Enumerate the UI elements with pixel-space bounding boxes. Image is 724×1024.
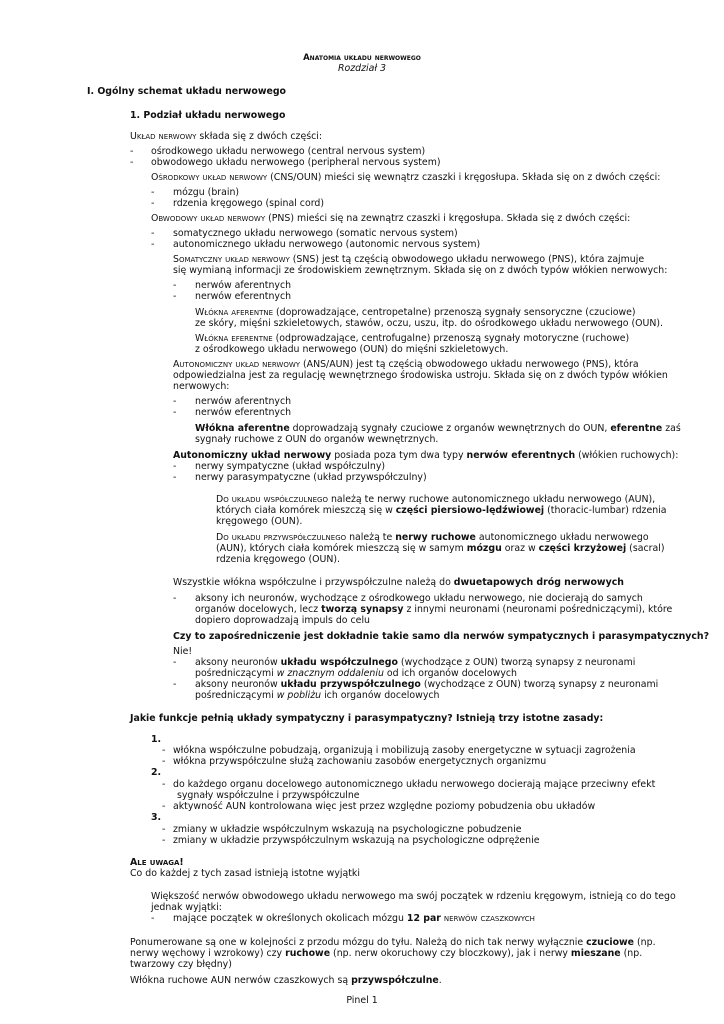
sns-paragraph: [173, 254, 644, 265]
answer-text: Nie!: [173, 646, 193, 657]
cranial-paragraph: [130, 937, 656, 948]
text: (thoracic-lumbar) rdzenia: [544, 505, 667, 516]
text: (np.: [620, 948, 643, 959]
note-text: Co do każdej z tych zasad istnieją istotne wyjątki: [130, 868, 360, 879]
majority-paragraph-line: jednak wyjątki:: [151, 902, 222, 913]
ans-paragraph-line: odpowiedzialna jest za regulację wewnętrznego środowiska ustroju. Składa się on z dwóch typów włókien: [173, 370, 668, 381]
list-item: rdzenia kręgowego (spinal cord): [173, 198, 324, 209]
list-item-line: [195, 668, 517, 679]
list-item: zmiany w układzie przywspółczulnym wskazują na psychologiczne odprężenie: [173, 835, 540, 846]
afferent-paragraph: [195, 307, 636, 318]
efferent-paragraph-line: z ośrodkowego układu nerwowego (OUN) do mięśni szkieletowych.: [195, 344, 509, 355]
bullet-dash: -: [162, 779, 166, 790]
page-footer: Pinel 1: [346, 995, 378, 1006]
list-item: nerwy parasympatyczne (układ przywspółczulny): [195, 472, 427, 483]
list-item-line: sygnały współczulne i przywspółczulne: [177, 790, 360, 801]
bold-text: 12 par: [406, 913, 441, 924]
cranial-paragraph-line: [130, 948, 642, 959]
bullet-dash: -: [173, 593, 177, 604]
list-item: obwodowego układu nerwowego (peripheral nervous system): [151, 157, 441, 168]
sympathetic-paragraph-line: kręgowego (OUN).: [216, 516, 303, 527]
afferent-paragraph-line: ze skóry, mięśni szkieletowych, stawów, oczu, uszu, itp. do ośrodkowego układu nerwowego (OUN).: [195, 318, 664, 329]
principle-number: 3.: [151, 812, 162, 823]
sympathetic-paragraph: [216, 494, 655, 505]
parasympathetic-paragraph-line: [216, 543, 665, 554]
question-heading: Jakie funkcje pełnią układy sympatyczny i parasympatyczny? Istnieją trzy istotne zasady:: [130, 713, 604, 724]
term: Do układu przywspółczulnego: [216, 532, 347, 543]
bullet-dash: -: [151, 187, 155, 198]
list-item: somatycznego układu nerwowego (somatic nervous system): [173, 228, 458, 239]
bullet-dash: -: [173, 472, 177, 483]
note-title: Ale uwaga!: [130, 857, 184, 868]
bullet-dash: -: [151, 913, 155, 924]
text: .: [438, 975, 442, 986]
bullet-dash: -: [173, 679, 177, 690]
bold-text: ruchowe: [285, 948, 331, 959]
ans-paragraph-line: nerwowych:: [173, 381, 230, 392]
text: (PNS) mieści się na zewnątrz czaszki i kręgosłupa. Składa się z dwóch części:: [265, 213, 631, 224]
text: (wychodzące z OUN) tworzą synapsy z neuronami: [397, 657, 636, 668]
bold-text: eferentne: [610, 423, 663, 434]
bold-text: Autonomiczny układ nerwowy: [173, 450, 332, 461]
ans-paragraph: [173, 359, 639, 370]
list-item: włókna współczulne pobudzają, organizują i mobilizują zasoby energetyczne w sytuacji zagrożenia: [173, 745, 636, 756]
term: Do układu współczulnego: [216, 494, 328, 505]
text: aksony neuronów: [195, 679, 281, 690]
parasympathetic-paragraph: [216, 532, 649, 543]
bold-text: nerwów eferentnych: [466, 450, 576, 461]
text: zaś: [662, 423, 681, 434]
bullet-dash: -: [162, 745, 166, 756]
bullet-dash: -: [162, 801, 166, 812]
text: których ciała komórek mieszczą się w: [216, 505, 396, 516]
principle-number: 2.: [151, 767, 162, 778]
text: Włókna ruchowe AUN nerwów czaszkowych są: [130, 975, 352, 986]
text: należą te: [346, 532, 396, 543]
bold-text: Włókna aferentne: [195, 423, 290, 434]
term: Somatyczny układ nerwowy: [173, 254, 290, 265]
two-stage-paragraph: [173, 577, 624, 588]
list-item: [195, 679, 658, 690]
text: aksony neuronów: [195, 657, 281, 668]
bold-text: dwuetapowych dróg nerwowych: [453, 577, 624, 588]
text: (odprowadzające, centrofugalne) przenoszą sygnały motoryczne (ruchowe): [272, 333, 630, 344]
term: Autonomiczny układ nerwowy: [173, 359, 301, 370]
bold-text: przywspółczulne: [351, 975, 439, 986]
term: Obwodowy układ nerwowy: [151, 213, 266, 224]
pns-paragraph: [151, 213, 630, 224]
bullet-dash: -: [151, 228, 155, 239]
text: Ponumerowane są one w kolejności z przodu mózgu do tyłu. Należą do nich tak nerwy wyłącznie: [130, 937, 587, 948]
list-item: nerwów aferentnych: [195, 280, 292, 291]
list-item: włókna przywspółczulne służą zachowaniu zasobów energetycznych organizmu: [173, 756, 547, 767]
list-item-line: dopiero doprowadzają impuls do celu: [195, 615, 370, 626]
bold-text: tworzą synapsy: [321, 604, 404, 615]
bold-text: części krzyżowej: [538, 543, 627, 554]
text: (SNS) jest tą częścią obwodowego układu nerwowego (PNS), która zajmuje: [289, 254, 645, 265]
bullet-dash: -: [173, 280, 177, 291]
text: (wychodzące z OUN) tworzą synapsy z neuronami: [420, 679, 659, 690]
text: należą te nerwy ruchowe autonomicznego układu nerwowego (AUN),: [327, 494, 656, 505]
term: nerwów czaszkowych: [440, 913, 535, 924]
list-item: autonomicznego układu nerwowego (autonomic nervous system): [173, 239, 481, 250]
list-item: mózgu (brain): [173, 187, 240, 198]
term: Ośrodkowy układ nerwowy: [151, 172, 268, 183]
bold-text: układu przywspółczulnego: [280, 679, 421, 690]
list-item-line: [195, 690, 439, 701]
bullet-dash: -: [162, 756, 166, 767]
bullet-dash: -: [173, 291, 177, 302]
cns-paragraph: [151, 172, 660, 183]
ans-efferent-paragraph: [173, 450, 678, 461]
list-item: aksony ich neuronów, wychodzące z ośrodkowego układu nerwowego, nie docierają do samych: [195, 593, 643, 604]
intro-paragraph: [130, 131, 322, 142]
term: Włókna eferentne: [195, 333, 273, 344]
bullet-dash: -: [173, 396, 177, 407]
text: pośredniczącymi: [195, 690, 277, 701]
text: (AUN), których ciała komórek mieszczą się w samym: [216, 543, 467, 554]
text: z innymi neuronami (neuronami pośredniczącymi), które: [403, 604, 673, 615]
list-item: aktywność AUN kontrolowana więc jest przez względne poziomy pobudzenia obu układów: [173, 801, 596, 812]
text: posiada poza tym dwa typy: [331, 450, 467, 461]
bullet-dash: -: [173, 461, 177, 472]
text: (doprowadzające, centropetalne) przenoszą sygnały sensoryczne (czuciowe): [273, 307, 636, 318]
bold-text: układu współczulnego: [280, 657, 398, 668]
bullet-dash: -: [162, 835, 166, 846]
text: autonomicznego układu nerwowego: [475, 532, 649, 543]
term: Włókna aferentne: [195, 307, 274, 318]
bullet-dash: -: [151, 198, 155, 209]
section-heading: I. Ogólny schemat układu nerwowego: [87, 86, 286, 97]
sns-paragraph-line: się wymianą informacji ze środowiskiem zewnętrznym. Składa się on z dwóch typów włókien nerwowych:: [173, 265, 668, 276]
efferent-paragraph: [195, 333, 629, 344]
text: doprowadzają sygnały czuciowe z organów wewnętrznych do OUN,: [289, 423, 611, 434]
term: Układ nerwowy: [130, 131, 197, 142]
bold-text: mózgu: [466, 543, 502, 554]
bullet-dash: -: [130, 157, 134, 168]
text: nerwy węchowy i wzrokowy) czy: [130, 948, 286, 959]
text: (np. nerw okoruchowy czy bloczkowy), jak i nerwy: [330, 948, 571, 959]
list-item: [195, 657, 635, 668]
bullet-dash: -: [151, 239, 155, 250]
parasympathetic-paragraph-line: rdzenia kręgowego (OUN).: [216, 554, 340, 565]
text: (włókien ruchowych):: [575, 450, 679, 461]
bold-text: mieszane: [570, 948, 621, 959]
list-item: nerwów eferentnych: [195, 291, 292, 302]
list-item: ośrodkowego układu nerwowego (central nervous system): [151, 146, 426, 157]
bold-text: nerwy ruchowe: [395, 532, 476, 543]
italic-text: w znacznym oddaleniu: [276, 668, 384, 679]
bullet-dash: -: [173, 657, 177, 668]
bullet-dash: -: [173, 407, 177, 418]
text: (CNS/OUN) mieści się wewnątrz czaszki i kręgosłupa. Składa się on z dwóch części:: [267, 172, 661, 183]
majority-paragraph: Większość nerwów obwodowego układu nerwowego ma swój początek w rdzeniu kręgowym, istnieją co do tego: [151, 891, 676, 902]
text: (sacral): [626, 543, 665, 554]
list-item: do każdego organu docelowego autonomicznego układu nerwowego docierają mające przeciwny efekt: [173, 779, 656, 790]
list-item: nerwy sympatyczne (układ współczulny): [195, 461, 386, 472]
list-item: nerwów eferentnych: [195, 407, 292, 418]
text: (np.: [634, 937, 656, 948]
subsection-heading: 1. Podział układu nerwowego: [130, 110, 286, 121]
list-item: zmiany w układzie współczulnym wskazują na psychologiczne pobudzenie: [173, 824, 522, 835]
principle-number: 1.: [151, 734, 162, 745]
list-item: [173, 913, 535, 924]
document-subtitle: Rozdział 3: [337, 63, 387, 74]
document-title: Anatomia układu nerwowego: [303, 53, 421, 63]
bullet-dash: -: [162, 824, 166, 835]
cranial-paragraph-line: twarzowy czy błędny): [130, 959, 232, 970]
text: Wszystkie włókna współczulne i przywspółczulne należą do: [173, 577, 454, 588]
text: organów docelowych, lecz: [195, 604, 322, 615]
bullet-dash: -: [130, 146, 134, 157]
sympathetic-paragraph-line: [216, 505, 667, 516]
last-paragraph: [130, 975, 442, 986]
text: pośredniczącymi: [195, 668, 277, 679]
question-heading: Czy to zapośredniczenie jest dokładnie takie samo dla nerwów sympatycznych i parasympatycznych?: [173, 631, 710, 642]
list-item: nerwów aferentnych: [195, 396, 292, 407]
text: (ANS/AUN) jest tą częścią obwodowego układu nerwowego (PNS), która: [300, 359, 639, 370]
text: ich organów docelowych: [321, 690, 440, 701]
list-item-line: [195, 604, 672, 615]
bold-text: części piersiowo-lędźwiowej: [395, 505, 545, 516]
ans-afferent-paragraph: [195, 423, 681, 434]
text: mające początek w określonych okolicach mózgu: [173, 913, 407, 924]
text: składa się z dwóch części:: [196, 131, 323, 142]
bold-text: czuciowe: [586, 937, 635, 948]
italic-text: w pobliżu: [276, 690, 322, 701]
text: oraz w: [501, 543, 539, 554]
ans-afferent-paragraph-line: sygnały ruchowe z OUN do organów wewnętrznych.: [195, 434, 439, 445]
text: od ich organów docelowych: [383, 668, 517, 679]
